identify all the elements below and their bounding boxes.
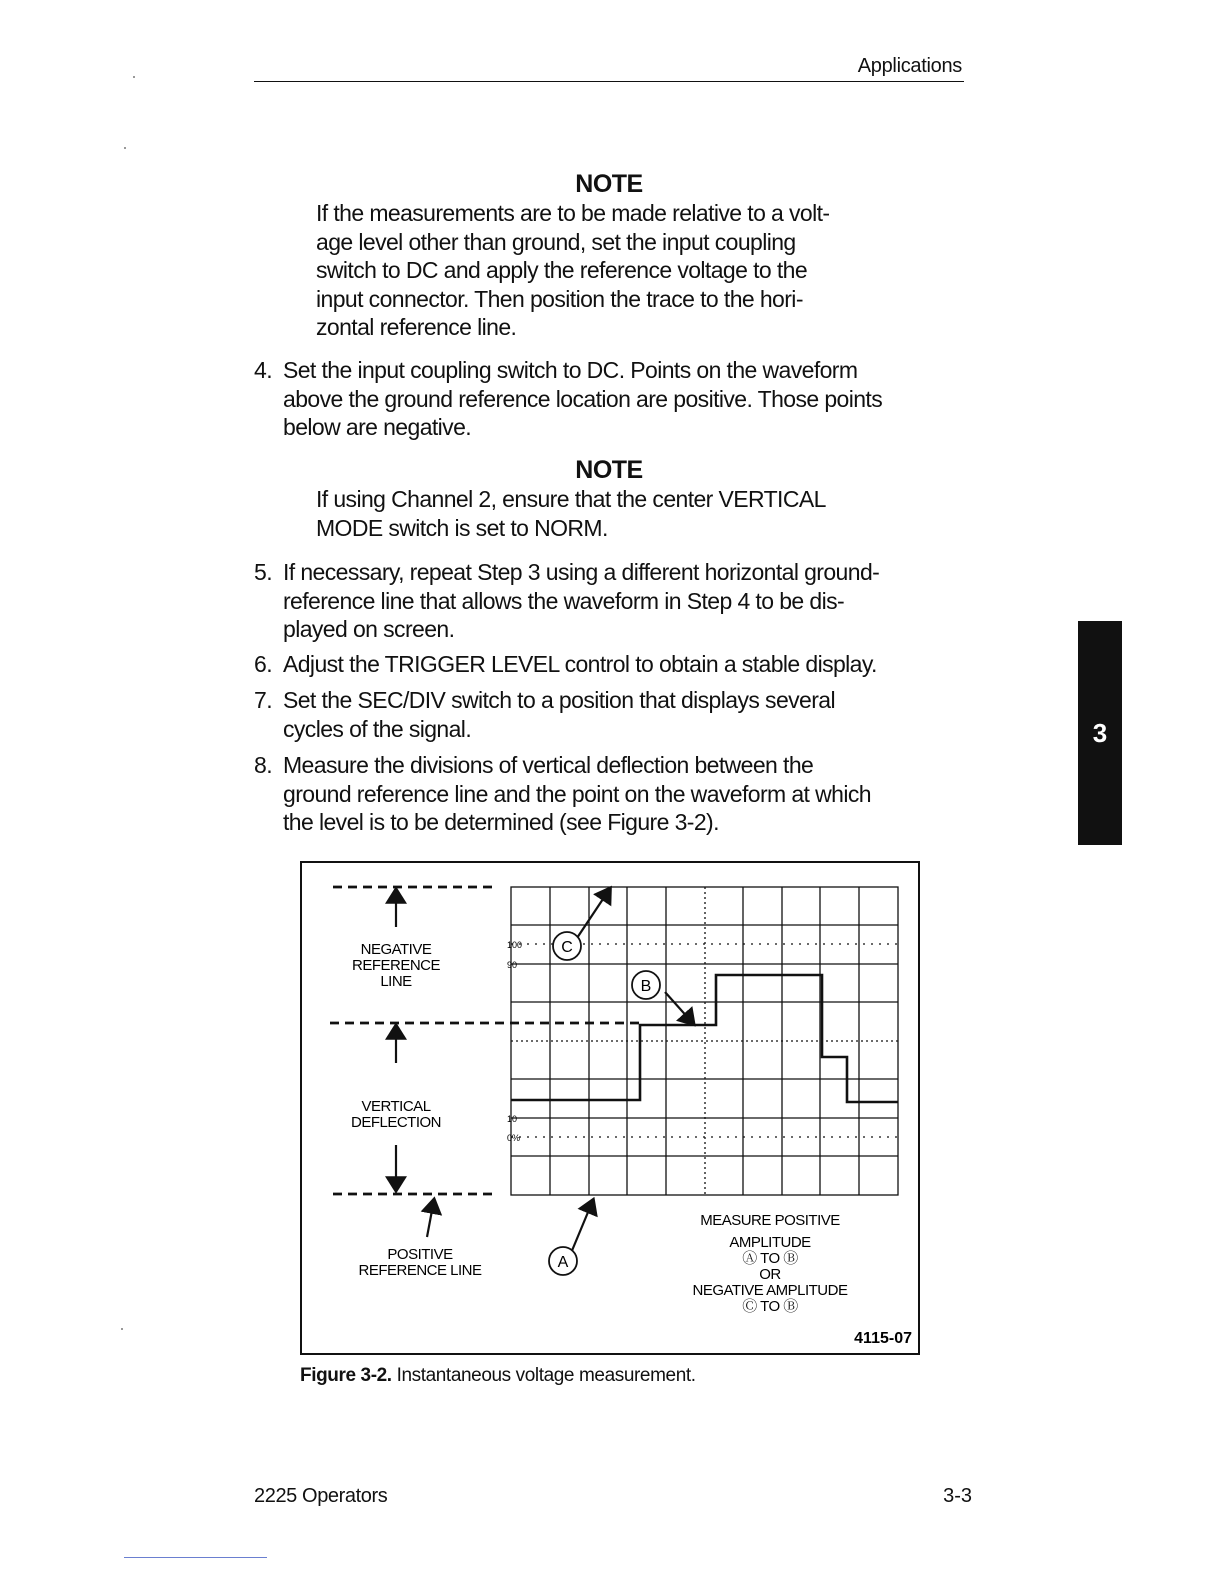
negative-ref-label: NEGATIVE [360,941,432,958]
note-line: If the measurements are to be made relative to a volt- [316,200,830,226]
point-a-label: A [557,1254,569,1271]
measure-label: MEASURE POSITIVE [700,1212,840,1229]
graticule-90-label: 90 [507,960,518,970]
pointer-arrows [396,893,690,1253]
step-line: Set the SEC/DIV switch to a position that displays several [283,687,835,713]
note-line: MODE switch is set to NORM. [316,514,608,541]
negative-ref-label: LINE [380,973,412,990]
step-line: the level is to be determined (see Figure 3-2). [283,809,719,835]
step-line: above the ground reference location are positive. Those points [283,385,883,412]
step-number: 8. [254,752,272,778]
oscilloscope-diagram [302,863,917,1352]
step-item [254,356,964,442]
step-line: reference line that allows the waveform in Step 4 to be dis- [283,587,845,614]
note-line: age level other than ground, set the input coupling [316,228,796,255]
note-body [316,199,916,342]
note-body [316,485,916,542]
step-line: cycles of the signal. [283,715,472,742]
figure-frame [300,861,920,1355]
point-b-label: B [640,978,652,995]
positive-ref-label: POSITIVE [387,1246,453,1263]
step-line: ground reference line and the point on the waveform at which [283,780,871,807]
vertical-deflection-label: VERTICAL [361,1098,431,1115]
step-line: played on screen. [283,616,455,642]
step-number: 5. [254,559,272,585]
scan-speck [133,76,135,78]
note-line: input connector. Then position the trace to the hori- [316,285,803,312]
point-c-label: C [561,939,573,956]
figure-id: 4115-07 [854,1330,912,1347]
scan-speck [124,147,126,149]
measure-label: OR [759,1266,781,1283]
figure-caption-text: Instantaneous voltage measurement. [396,1365,696,1386]
step-item [254,686,964,743]
step-number: 4. [254,357,272,383]
figure-caption [300,1365,696,1387]
running-header: Applications [857,55,962,77]
note-line: If using Channel 2, ensure that the center VERTICAL [316,486,826,512]
note-line: switch to DC and apply the reference voltage to the [316,257,808,283]
step-item [254,751,964,837]
figure-caption-label: Figure 3-2. [300,1365,392,1386]
note-title: NOTE [575,456,643,484]
scan-speck [121,1328,123,1330]
vertical-deflection-label: DEFLECTION [350,1114,442,1131]
measure-label: AMPLITUDE [729,1234,811,1251]
step-number: 7. [254,687,272,713]
step-number: 6. [254,651,272,677]
positive-ref-label: REFERENCE LINE [358,1262,482,1279]
note-title: NOTE [575,170,643,198]
note-line: zontal reference line. [316,314,517,340]
step-line: Set the input coupling switch to DC. Points on the waveform [283,357,858,383]
step-line: below are negative. [283,414,472,440]
step-item [254,650,964,679]
graticule-0-label: 0% [507,1133,521,1143]
step-line: Adjust the TRIGGER LEVEL control to obtain a stable display. [283,651,877,677]
measure-label: Ⓐ TO Ⓑ [742,1250,798,1267]
step-line: Measure the divisions of vertical deflection between the [283,752,814,778]
negative-ref-label: REFERENCE [351,957,441,974]
header-rule [254,81,964,82]
footer-page-number: 3-3 [943,1485,972,1507]
graticule-100-label: 100 [507,940,523,950]
footer-manual-name: 2225 Operators [254,1485,388,1507]
page-edge-line [124,1557,267,1558]
step-line: If necessary, repeat Step 3 using a different horizontal ground- [283,559,880,585]
measure-label: NEGATIVE AMPLITUDE [692,1282,848,1299]
step-item [254,558,964,644]
measure-label: Ⓒ TO Ⓑ [742,1298,798,1315]
chapter-tab [1078,621,1122,845]
graticule-10-label: 10 [507,1114,518,1124]
chapter-tab-label: 3 [1092,717,1108,748]
reference-lines [330,887,642,1194]
